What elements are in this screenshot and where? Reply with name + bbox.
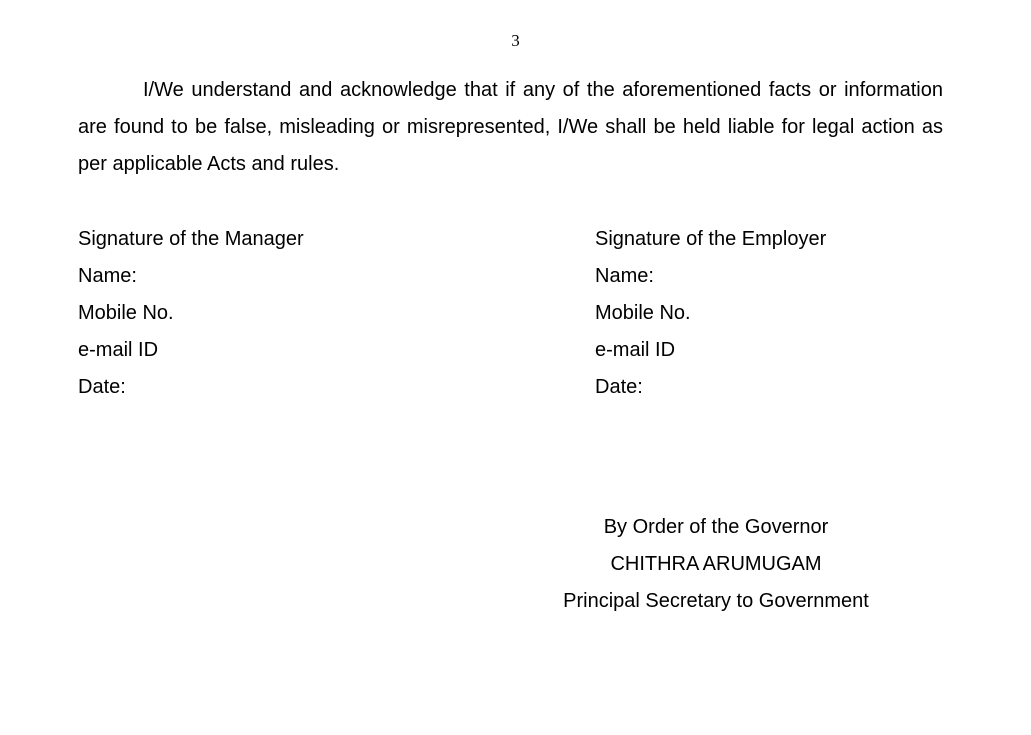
employer-email-label: e-mail ID: [595, 339, 676, 361]
official-designation: Principal Secretary to Government: [563, 590, 869, 612]
employer-date-label: Date:: [595, 376, 643, 398]
manager-name-label: Name:: [78, 265, 137, 287]
employer-name-label: Name:: [595, 265, 654, 287]
official-name: CHITHRA ARUMUGAM: [610, 553, 822, 575]
manager-mobile-label: Mobile No.: [78, 302, 174, 324]
page-number: 3: [511, 31, 520, 50]
manager-email-label: e-mail ID: [78, 339, 159, 361]
employer-signature-label: Signature of the Employer: [595, 228, 827, 250]
declaration-paragraph: I/We understand and acknowledge that if any of the aforementioned facts or information are found to be false, misleading or misrepresented, I/We shall be held liable for legal action as per applicable Acts and rules.: [78, 79, 943, 175]
manager-signature-label: Signature of the Manager: [78, 228, 304, 250]
order-authority: By Order of the Governor: [603, 516, 829, 538]
employer-signature-block: [595, 221, 826, 406]
manager-date-label: Date:: [78, 376, 126, 398]
employer-mobile-label: Mobile No.: [595, 302, 691, 324]
manager-signature-block: [78, 221, 304, 406]
order-block: [540, 509, 892, 620]
